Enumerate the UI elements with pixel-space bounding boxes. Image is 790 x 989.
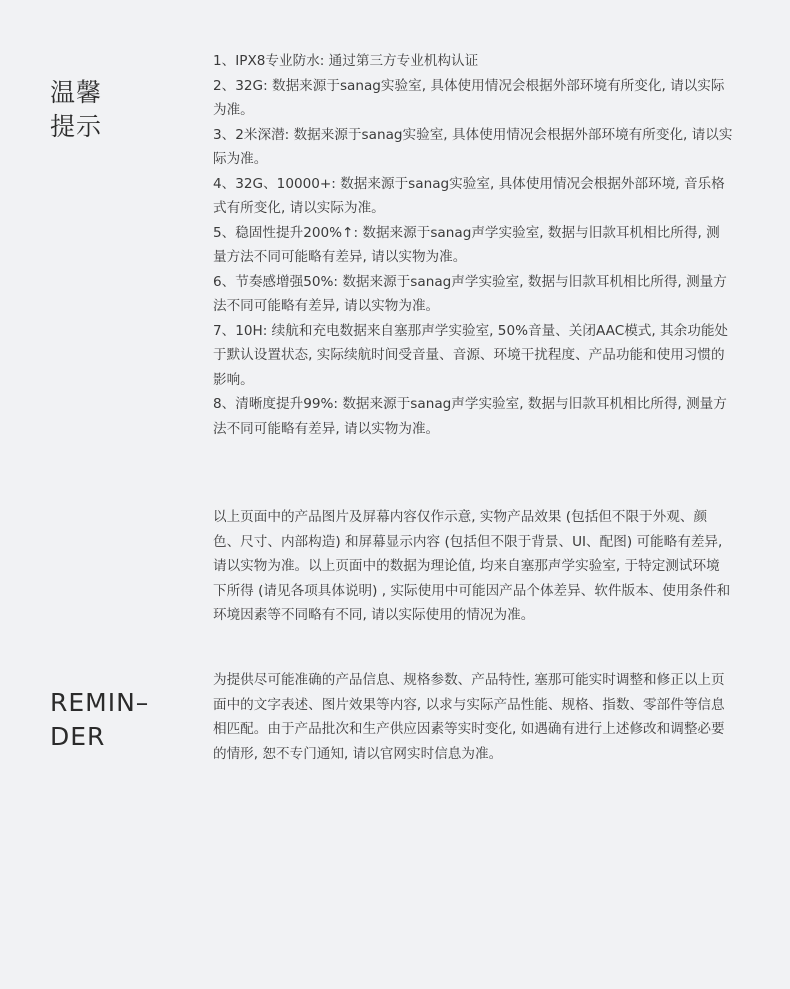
tips-heading — [50, 76, 120, 144]
reminder-heading-line2: DER — [50, 722, 106, 751]
product-disclaimer — [213, 505, 733, 628]
note-item: 6、节奏感增强50%: 数据来源于sanag声学实验室, 数据与旧款耳机相比所得, 测量方法不同可能略有差异, 请以实物为准。 — [213, 273, 727, 314]
note-item: 4、32G、10000+: 数据来源于sanag实验室, 具体使用情况会根据外部环境, 音乐格式有所变化, 请以实际为准。 — [213, 175, 725, 216]
note-item: 3、2米深潜: 数据来源于sanag实验室, 具体使用情况会根据外部环境有所变化, 请以实际为准。 — [213, 126, 733, 167]
note-item: 7、10H: 续航和充电数据来自塞那声学实验室, 50%音量、关闭AAC模式, 其余功能处于默认设置状态, 实际续航时间受音量、音源、环境干扰程度、产品功能和使用习惯的影响。 — [213, 322, 729, 388]
tips-notes-list — [213, 49, 733, 441]
reminder-text: 为提供尽可能准确的产品信息、规格参数、产品特性, 塞那可能实时调整和修正以上页面中的文字表述、图片效果等内容, 以求与实际产品性能、规格、指数、零部件等信息相匹配。由于产品批次和生产供应因素等实时变化, 如遇确有进行上述修改和调整必要的情形, 恕不专门通知, 请以官网实时信息为准。 — [213, 672, 725, 762]
reminder-block — [213, 668, 733, 766]
note-item: 1、IPX8专业防水: 通过第三方专业机构认证 — [213, 53, 479, 69]
note-item: 5、稳固性提升200%↑: 数据来源于sanag声学实验室, 数据与旧款耳机相比所得, 测量方法不同可能略有差异, 请以实物为准。 — [213, 224, 720, 265]
disclaimer-text: 以上页面中的产品图片及屏幕内容仅作示意, 实物产品效果 (包括但不限于外观、颜色、尺寸、内部构造) 和屏幕显示内容 (包括但不限于背景、UI、配图) 可能略有差异, 请以实物为准。以上页面中的数据为理论值, 均来自塞那声学实验室, 于特定测试环境下所得 (请见各项具体说明) , 实际使用中可能因产品个体差异、软件版本、使用条件和环境因素等不同略有不同, 请以实际使用的情况为准。 — [213, 509, 731, 623]
note-item: 2、32G: 数据来源于sanag实验室, 具体使用情况会根据外部环境有所变化, 请以实际为准。 — [213, 77, 725, 118]
tips-heading-line2: 提示 — [50, 112, 103, 141]
note-item: 8、清晰度提升99%: 数据来源于sanag声学实验室, 数据与旧款耳机相比所得, 测量方法不同可能略有差异, 请以实物为准。 — [213, 396, 727, 437]
reminder-heading — [50, 686, 170, 754]
tips-heading-line1: 温馨 — [50, 78, 103, 107]
reminder-heading-line1: REMIN– — [50, 688, 150, 717]
